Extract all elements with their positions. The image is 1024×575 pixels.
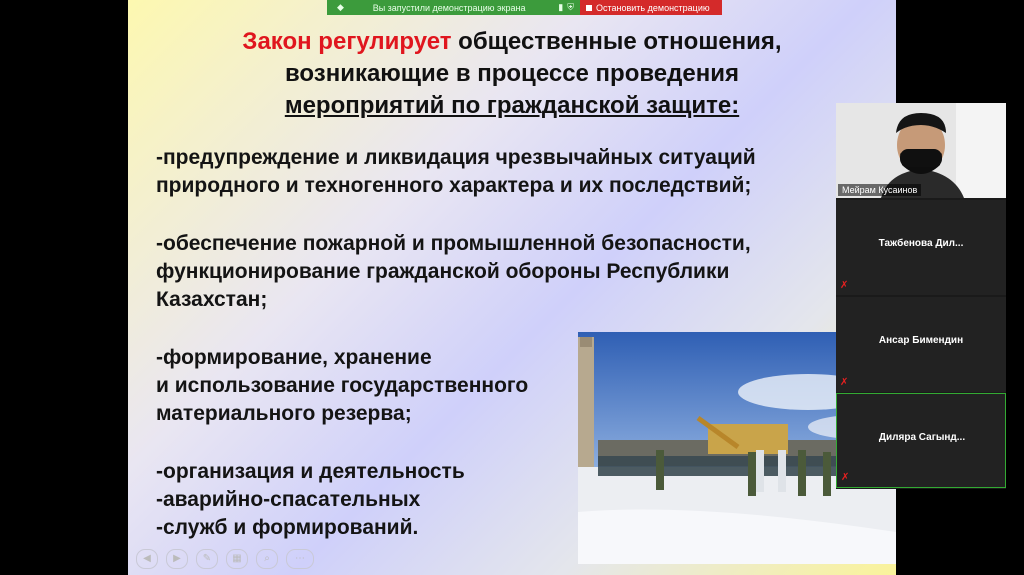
participant-tile[interactable] (836, 297, 1006, 392)
participants-panel (836, 103, 1006, 489)
stop-share-label: Остановить демонстрацию (596, 2, 710, 13)
participant-name: Ансар Бимендин (878, 335, 964, 346)
mic-muted-icon: ✗ (840, 280, 849, 291)
pen-icon[interactable]: ✎ (196, 549, 218, 569)
slide-navigation (136, 549, 314, 569)
participant-tile[interactable] (836, 200, 1006, 295)
screen-share-bar (327, 0, 722, 15)
next-slide-icon[interactable]: ▶ (166, 549, 188, 569)
participant-name: Диляра Сагынд... (878, 432, 966, 443)
mic-muted-icon: ✗ (840, 377, 849, 388)
stop-share-button[interactable] (580, 0, 722, 15)
more-options-icon[interactable]: ⋯ (286, 549, 314, 569)
bullet-paragraph: -организация и деятельность -аварийно-спасательных -служб и формирований. (156, 460, 465, 539)
participant-name: Тажбенова Дил... (878, 238, 964, 249)
title-line-2: возникающие в процессе проведения (284, 60, 739, 87)
participant-name: Мейрам Кусаинов (838, 184, 921, 196)
slides-grid-icon[interactable]: ▦ (226, 549, 248, 569)
share-message: Вы запустили демонстрацию экрана (372, 2, 526, 13)
share-status (327, 0, 580, 15)
mic-muted-icon: ✗ (841, 472, 850, 483)
stop-icon (586, 5, 592, 11)
title-highlight: Закон регулирует (242, 28, 452, 55)
zoom-icon[interactable]: ⌕ (256, 549, 278, 569)
title-part: общественные отношения, (451, 28, 782, 55)
participant-tile[interactable] (836, 103, 1006, 198)
title-line-3: мероприятий по гражданской защите: (284, 92, 740, 119)
participant-video (836, 103, 1006, 198)
presentation-slide (128, 0, 896, 575)
signal-icon: ▮ (558, 2, 564, 12)
bullet-paragraph: -обеспечение пожарной и промышленной безопасности, функционирование гражданской обороны Республики Казахстан; (156, 232, 751, 311)
bullet-paragraph: -формирование, хранение и использование государственного материального резерва; (156, 346, 529, 425)
shield-check-icon: ⛨ (567, 2, 574, 12)
prev-slide-icon[interactable]: ◀ (136, 549, 158, 569)
bullet-paragraph: -предупреждение и ликвидация чрезвычайных ситуаций природного и техногенного характера и их последствий; (156, 146, 756, 197)
slide-title (128, 26, 896, 122)
shield-icon: ◆ (337, 2, 344, 12)
participant-tile-active-speaker[interactable] (836, 393, 1006, 488)
